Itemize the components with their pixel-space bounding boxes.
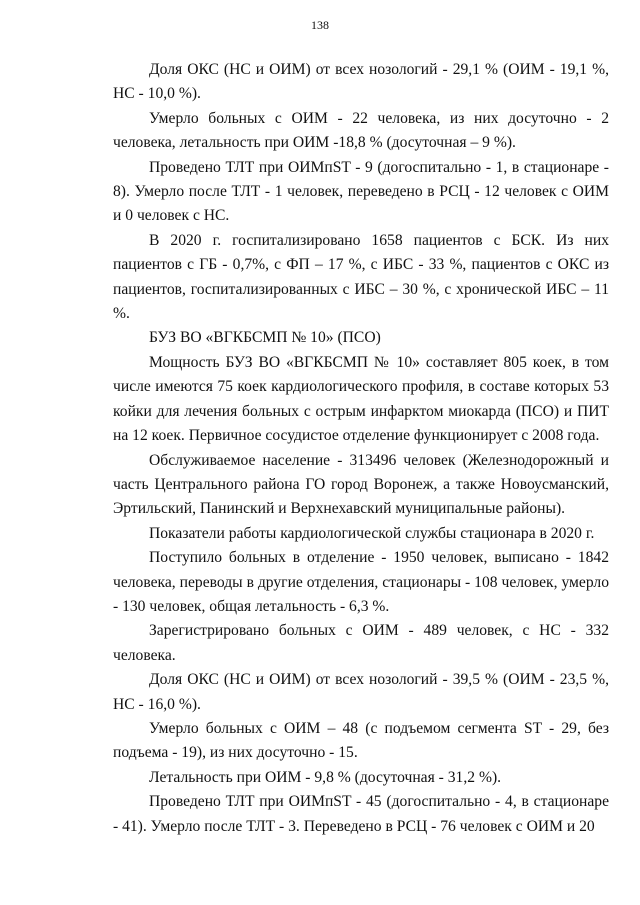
paragraph: Проведено ТЛТ при ОИМпST - 9 (догоспитально - 1, в стационаре - 8). Умерло после ТЛТ - 1 человек, переведено в РСЦ - 12 человек с ОИМ и 0 человек с НС.: [113, 158, 609, 225]
paragraph: Поступило больных в отделение - 1950 человек, выписано - 1842 человека, переводы в другие отделения, стационары - 108 человек, умерло - 130 человек, общая летальность - 6,3 %.: [113, 549, 609, 615]
paragraph: Умерло больных с ОИМ – 48 (с подъемом сегмента ST - 29, без подъема - 19), из них досуточно - 15.: [113, 719, 609, 762]
paragraph: Доля ОКС (НС и ОИМ) от всех нозологий - 39,5 % (ОИМ - 23,5 %, НС - 16,0 %).: [113, 671, 609, 713]
paragraph: Мощность БУЗ ВО «ВГКБСМП № 10» составляет 805 коек, в том числе имеются 75 коек кардиологического профиля, в составе которых 53 койки для лечения больных с острым инфарктом миокарда (ПСО) и ПИТ на 12 коек. Первичное сосудистое отделение функционирует с 2008 года.: [113, 353, 609, 445]
paragraph: Умерло больных с ОИМ - 22 человека, из них досуточно - 2 человека, летальность при ОИМ -18,8 % (досуточная – 9 %).: [113, 109, 609, 152]
page-number: 138: [311, 18, 329, 32]
paragraph: Показатели работы кардиологической службы стационара в 2020 г.: [149, 524, 595, 542]
paragraph: Обслуживаемое население - 313496 человек (Железнодорожный и часть Центрального района ГО город Воронеж, а также Новоусманский, Эртильский, Панинский и Верхнехавский муниципальные районы).: [113, 451, 609, 518]
paragraph: В 2020 г. госпитализировано 1658 пациентов с БСК. Из них пациентов с ГБ - 0,7%, с ФП – 17 %, с ИБС - 33 %, пациентов с ОКС из пациентов, госпитализированных с ИБС – 30 %, с хронической ИБС – 11 %.: [113, 231, 609, 323]
paragraph: Проведено ТЛТ при ОИМпST - 45 (догоспитально - 4, в стационаре - 41). Умерло после ТЛТ - 3. Переведено в РСЦ - 76 человек с ОИМ и 20: [113, 793, 609, 835]
paragraph: Летальность при ОИМ - 9,8 % (досуточная - 31,2 %).: [149, 768, 502, 786]
paragraph: Зарегистрировано больных с ОИМ - 489 человек, с НС - 332 человека.: [113, 622, 609, 664]
paragraph: Доля ОКС (НС и ОИМ) от всех нозологий - 29,1 % (ОИМ - 19,1 %, НС - 10,0 %).: [113, 61, 609, 103]
document-body: [113, 58, 609, 839]
section-heading: БУЗ ВО «ВГКБСМП № 10» (ПСО): [149, 329, 381, 347]
